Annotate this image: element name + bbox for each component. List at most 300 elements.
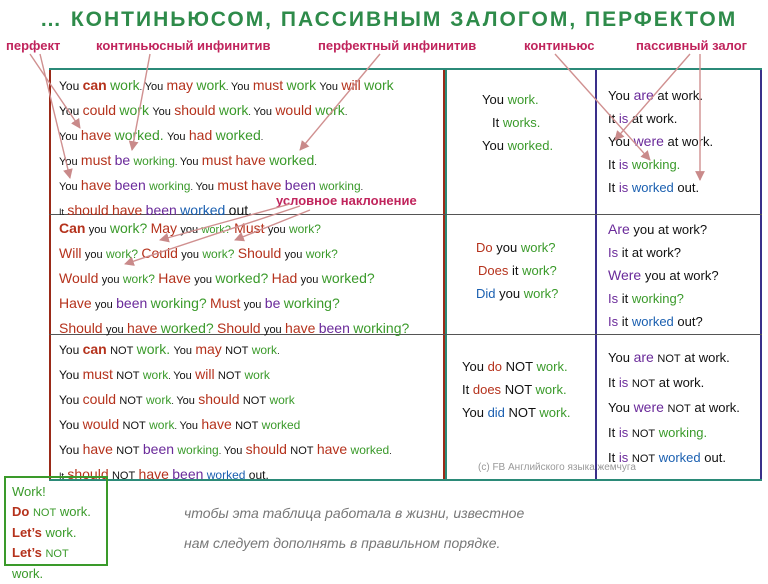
list-item — [59, 438, 392, 463]
word-text: had — [188, 127, 213, 143]
word-text: working. — [631, 157, 681, 172]
word-text: . — [139, 82, 145, 92]
word-text: out. — [228, 202, 253, 218]
word-text: working — [133, 154, 175, 168]
word-text: at work. — [684, 350, 730, 365]
word-text: You — [176, 395, 195, 407]
word-text: You — [253, 106, 272, 118]
word-text: at work. — [694, 400, 740, 415]
word-text: Have — [59, 295, 92, 311]
word-text: You — [59, 418, 80, 432]
word-text: worked? — [215, 270, 269, 286]
word-text: working? — [631, 291, 684, 306]
imperative-word: Let’s — [12, 525, 42, 540]
list-item — [59, 74, 394, 99]
word-text: You — [59, 343, 80, 357]
word-text: would — [275, 102, 312, 118]
annotation-continuous-infinitive: континьюсный инфинитив — [96, 38, 271, 53]
annotation-conditional-mood: условное наклонение — [276, 193, 417, 208]
word-text: May — [150, 220, 178, 236]
word-text: . — [360, 182, 364, 192]
word-text: you — [194, 274, 213, 286]
list-item — [462, 378, 570, 401]
list-item — [608, 287, 719, 310]
word-text: working — [319, 179, 361, 193]
word-text: at work? — [669, 268, 719, 283]
word-text: have — [285, 320, 316, 336]
imperative-box — [4, 476, 108, 581]
word-text: worked? — [321, 270, 375, 286]
word-text: It — [608, 375, 616, 390]
list-item — [59, 388, 392, 413]
word-text: You — [179, 156, 199, 168]
word-text: NOT — [116, 445, 140, 457]
word-text: be — [264, 295, 281, 311]
table-border-left — [49, 68, 51, 481]
word-text: NOT — [508, 405, 536, 420]
word-text: . — [260, 132, 264, 142]
word-text: You — [152, 106, 171, 118]
word-text: you — [180, 224, 199, 236]
word-text: You — [462, 359, 484, 374]
word-text: are — [633, 87, 654, 103]
list-item — [59, 338, 392, 363]
word-text: have — [251, 177, 282, 193]
word-text: worked — [206, 468, 246, 482]
word-text: You — [230, 81, 250, 93]
word-text: is — [618, 157, 629, 172]
list-item — [608, 241, 719, 264]
list-item — [482, 134, 553, 157]
be-question-cell — [608, 218, 719, 333]
word-text: NOT — [290, 445, 314, 457]
word-text: Is — [608, 245, 619, 260]
word-text: must — [82, 366, 113, 382]
word-text: must — [217, 177, 248, 193]
list-item — [59, 217, 409, 242]
word-text: it — [621, 291, 629, 306]
table-divider-3 — [595, 68, 597, 481]
word-text: working? — [150, 295, 207, 311]
imperative-word: work. — [12, 566, 44, 581]
word-text: You — [166, 131, 186, 143]
word-text: It — [608, 111, 616, 126]
list-item — [59, 242, 409, 267]
imperative-word: work. — [59, 504, 91, 519]
list-item — [608, 130, 713, 153]
imperative-word: Work! — [12, 484, 46, 499]
word-text: out. — [704, 450, 726, 465]
word-text: work — [145, 393, 172, 407]
word-text: worked — [631, 314, 674, 329]
word-text: You — [608, 400, 630, 415]
list-item — [608, 310, 719, 333]
be-affirmative-cell — [608, 84, 713, 199]
list-item — [608, 218, 719, 241]
word-text: may — [166, 77, 193, 93]
word-text: You — [59, 156, 78, 168]
imperative-word: NOT — [32, 507, 57, 519]
word-text: Could — [141, 245, 178, 261]
list-item — [608, 264, 719, 287]
word-text: were — [633, 133, 664, 149]
word-text: You — [608, 134, 630, 149]
word-text: Should — [59, 320, 103, 336]
word-text: been — [318, 320, 350, 336]
word-text: NOT — [110, 345, 134, 357]
footnote — [184, 498, 524, 558]
word-text: NOT — [667, 403, 691, 415]
word-text: at work. — [658, 375, 705, 390]
footnote-line-2: нам следует дополнять в правильном порядке. — [184, 535, 501, 551]
word-text: it — [621, 245, 629, 260]
word-text: you — [88, 224, 107, 236]
word-text: Do — [476, 240, 493, 255]
word-text: work. — [136, 341, 171, 357]
list-item — [12, 543, 100, 584]
list-item — [608, 176, 713, 199]
word-text: working. — [658, 425, 708, 440]
word-text: does — [472, 382, 502, 397]
word-text: is — [618, 375, 629, 390]
word-text: NOT — [631, 378, 656, 390]
word-text: . — [171, 396, 177, 406]
word-text: NOT — [235, 420, 259, 432]
annotation-passive-voice: пассивный залог — [636, 38, 748, 53]
word-text: . — [389, 446, 392, 456]
word-text: . — [174, 157, 180, 167]
word-text: work — [218, 102, 249, 118]
word-text: worked — [269, 152, 315, 168]
word-text: do — [487, 359, 503, 374]
list-item — [482, 111, 553, 134]
word-text: Does — [478, 263, 509, 278]
table-divider-2 — [445, 68, 447, 481]
word-text: worked — [180, 202, 226, 218]
imperative-word: NOT — [45, 548, 69, 560]
word-text: working? — [353, 320, 410, 336]
word-text: worked. — [507, 138, 554, 153]
word-text: been — [284, 177, 316, 193]
word-text: work? — [305, 247, 338, 261]
word-text: work — [364, 77, 394, 93]
word-text: . — [218, 446, 224, 456]
list-item — [59, 292, 409, 317]
word-text: at work. — [667, 134, 714, 149]
word-text: . — [248, 107, 254, 117]
word-text: work? — [520, 240, 556, 255]
word-text: should — [67, 202, 109, 218]
word-text: NOT — [116, 370, 140, 382]
word-text: . — [225, 82, 231, 92]
word-text: worked — [658, 450, 701, 465]
word-text: at work? — [658, 222, 708, 237]
simple-negative-cell — [462, 355, 570, 424]
word-text: could — [82, 391, 117, 407]
page-title: … КОНТИНЬЮСОМ, ПАССИВНЫМ ЗАЛОГОМ, ПЕРФЕКТОМ — [40, 8, 738, 31]
imperative-word: Let’s — [12, 545, 42, 560]
word-text: Are — [608, 221, 630, 237]
word-text: Had — [271, 270, 298, 286]
list-item — [608, 84, 713, 107]
word-text: at work? — [631, 245, 682, 260]
word-text: Must — [234, 220, 265, 236]
word-text: work? — [202, 247, 235, 261]
word-text: you — [105, 324, 124, 336]
word-text: at work. — [657, 88, 703, 103]
word-text: have — [82, 441, 113, 457]
word-text: have — [80, 177, 112, 193]
word-text: You — [59, 104, 80, 118]
list-item — [608, 421, 740, 446]
list-item — [59, 174, 394, 199]
word-text: worked — [215, 127, 261, 143]
word-text: it — [511, 263, 519, 278]
word-text: Is — [608, 291, 619, 306]
word-text: you — [101, 274, 120, 286]
word-text: . — [344, 107, 348, 117]
word-text: it — [621, 314, 629, 329]
simple-affirmative-cell — [482, 88, 553, 157]
word-text: It — [608, 157, 616, 172]
list-item — [12, 502, 100, 523]
word-text: you — [633, 222, 655, 237]
word-text: may — [195, 341, 222, 357]
word-text: You — [179, 420, 199, 432]
word-text: you — [499, 286, 521, 301]
word-text: were — [633, 399, 664, 415]
list-item — [476, 236, 558, 259]
list-item — [59, 463, 392, 488]
word-text: working — [149, 179, 191, 193]
word-text: Have — [158, 270, 191, 286]
word-text: NOT — [119, 395, 143, 407]
word-text: You — [195, 181, 215, 193]
word-text: you — [267, 224, 286, 236]
list-item — [12, 482, 100, 502]
word-text: is — [618, 425, 629, 440]
word-text: work? — [522, 263, 557, 278]
word-text: Would — [59, 270, 99, 286]
word-text: be — [114, 152, 131, 168]
word-text: It — [462, 382, 470, 397]
word-text: will — [341, 77, 361, 93]
word-text: You — [59, 181, 78, 193]
word-text: worked? — [160, 320, 214, 336]
word-text: been — [142, 441, 175, 457]
word-text: You — [482, 92, 504, 107]
word-text: Should — [237, 245, 282, 261]
list-item — [59, 124, 394, 149]
word-text: work. — [507, 92, 539, 107]
word-text: should — [198, 391, 240, 407]
word-text: You — [59, 393, 80, 407]
word-text: NOT — [657, 353, 681, 365]
word-text: works. — [502, 115, 541, 130]
list-item — [462, 401, 570, 424]
word-text: out. — [677, 180, 700, 195]
word-text: work? — [523, 286, 559, 301]
word-text: can — [82, 77, 107, 93]
list-item — [59, 413, 392, 438]
word-text: It — [59, 471, 65, 481]
imperative-word: Do — [12, 504, 30, 519]
word-text: work? — [122, 272, 155, 286]
word-text: you — [95, 299, 113, 311]
modal-question-cell — [59, 217, 409, 342]
word-text: Can — [59, 220, 86, 236]
list-item — [608, 107, 713, 130]
word-text: must — [80, 152, 112, 168]
word-text: You — [59, 131, 78, 143]
list-item — [608, 153, 713, 176]
word-text: you — [300, 274, 319, 286]
word-text: It — [608, 450, 616, 465]
word-text: NOT — [122, 420, 146, 432]
word-text: at work. — [631, 111, 678, 126]
word-text: You — [223, 445, 243, 457]
word-text: You — [608, 88, 630, 103]
word-text: It — [59, 207, 65, 217]
be-negative-cell — [608, 346, 740, 471]
word-text: Were — [608, 267, 642, 283]
word-text: . — [277, 346, 280, 356]
list-item — [59, 149, 394, 174]
word-text: work. — [536, 359, 568, 374]
word-text: NOT — [225, 345, 249, 357]
word-text: work? — [288, 222, 321, 236]
word-text: you — [263, 324, 282, 336]
list-item — [59, 363, 392, 388]
word-text: You — [59, 443, 80, 457]
word-text: you — [644, 268, 666, 283]
word-text: work? — [105, 247, 138, 261]
list-item — [476, 282, 558, 305]
word-text: must — [252, 77, 284, 93]
word-text: You — [59, 79, 80, 93]
modal-affirmative-cell — [59, 74, 394, 224]
word-text: have — [201, 416, 232, 432]
list-item — [476, 259, 558, 282]
word-text: It — [608, 180, 616, 195]
word-text: should — [67, 466, 109, 482]
word-text: work — [196, 77, 226, 93]
word-text: . — [174, 421, 180, 431]
word-text: could — [82, 102, 117, 118]
word-text: Is — [608, 314, 619, 329]
word-text: NOT — [631, 453, 656, 465]
word-text: out. — [248, 468, 269, 482]
word-text: you — [243, 299, 262, 311]
word-text: will — [195, 366, 215, 382]
word-text: have — [138, 466, 169, 482]
footnote-line-1: чтобы эта таблица работала в жизни, известное — [184, 505, 525, 521]
list-item — [59, 99, 394, 124]
word-text: Must — [210, 295, 241, 311]
word-text: you — [84, 249, 103, 261]
word-text: you — [284, 249, 303, 261]
word-text: work — [269, 393, 295, 407]
credit-text: (c) FB Английского языка жемчуга — [478, 462, 636, 473]
word-text: . — [190, 182, 196, 192]
word-text: . — [168, 371, 174, 381]
annotation-perfect-infinitive: перфектный инфинитив — [318, 38, 477, 53]
word-text: is — [618, 450, 629, 465]
simple-question-cell — [476, 236, 558, 305]
word-text: out? — [677, 314, 703, 329]
word-text: have — [80, 127, 112, 143]
annotation-continuous: континьюс — [524, 38, 595, 53]
word-text: you — [181, 249, 200, 261]
word-text: You — [319, 81, 338, 93]
word-text: worked — [261, 418, 301, 432]
word-text: You — [608, 350, 630, 365]
list-item — [608, 396, 740, 421]
word-text: work — [315, 102, 345, 118]
word-text: worked. — [114, 127, 164, 143]
list-item — [482, 88, 553, 111]
annotation-perfect: перфект — [6, 38, 61, 53]
word-text: working — [177, 443, 219, 457]
word-text: would — [82, 416, 120, 432]
word-text: NOT — [217, 370, 242, 382]
word-text: did — [487, 405, 505, 420]
word-text: NOT — [505, 359, 533, 374]
list-item — [608, 346, 740, 371]
word-text: Should — [217, 320, 261, 336]
word-text: can — [82, 341, 107, 357]
word-text: work — [142, 368, 169, 382]
word-text: have — [316, 441, 348, 457]
word-text: been — [116, 295, 148, 311]
word-text: work? — [201, 224, 231, 236]
imperative-word: work. — [45, 525, 77, 540]
word-text: work — [119, 102, 149, 118]
word-text: NOT — [111, 470, 136, 482]
word-text: It — [492, 115, 500, 130]
word-text: must — [201, 152, 233, 168]
word-text: been — [145, 202, 177, 218]
word-text: work. — [539, 405, 571, 420]
word-text: should — [174, 102, 216, 118]
word-text: have — [235, 152, 266, 168]
list-item — [59, 267, 409, 292]
word-text: work. — [535, 382, 567, 397]
word-text: Did — [476, 286, 496, 301]
word-text: is — [618, 111, 629, 126]
word-text: worked — [631, 180, 674, 195]
word-text: NOT — [242, 395, 267, 407]
word-text: been — [114, 177, 146, 193]
word-text: work — [110, 77, 140, 93]
word-text: you — [496, 240, 518, 255]
word-text: work? — [109, 220, 148, 236]
modal-negative-cell — [59, 338, 392, 488]
word-text: Will — [59, 245, 82, 261]
word-text: worked — [350, 443, 390, 457]
word-text: have — [111, 202, 143, 218]
list-item — [608, 371, 740, 396]
list-item — [462, 355, 570, 378]
word-text: You — [144, 81, 164, 93]
word-text: working? — [283, 295, 340, 311]
word-text: have — [127, 320, 158, 336]
word-text: You — [59, 368, 80, 382]
word-text: work — [244, 368, 270, 382]
word-text: You — [173, 345, 192, 357]
word-text: NOT — [504, 382, 532, 397]
word-text: work — [286, 77, 317, 93]
